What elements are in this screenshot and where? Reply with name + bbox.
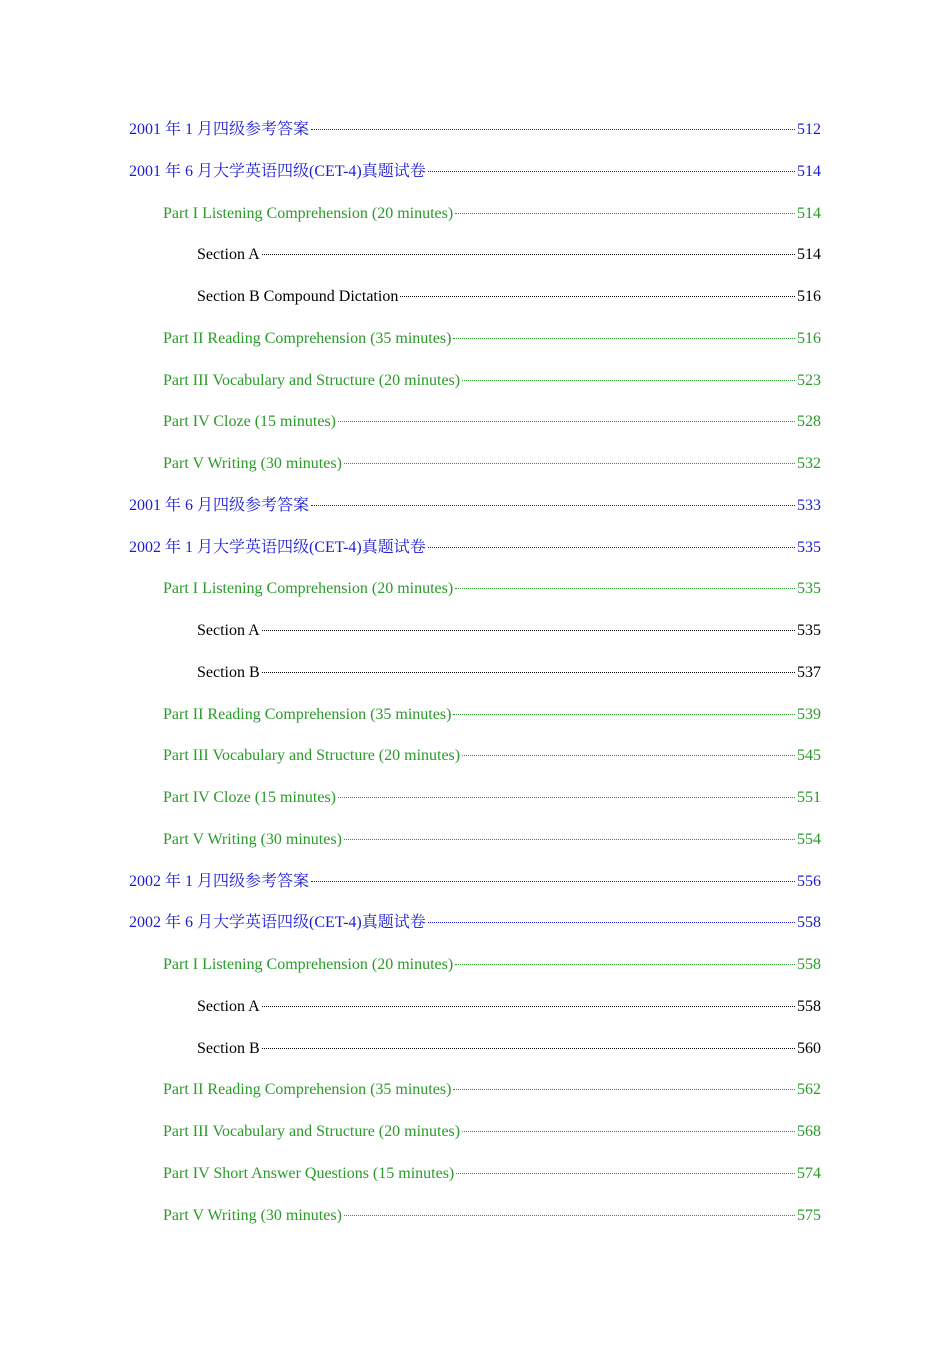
dot-leader (456, 1173, 795, 1174)
toc-entry-level-2[interactable] (163, 1080, 821, 1100)
toc-entry-level-2[interactable] (163, 454, 821, 474)
toc-entry-title: 2001 年 6 月四级参考答案 (129, 496, 310, 514)
dot-leader (428, 922, 795, 923)
toc-entry-title: Part II Reading Comprehension (35 minutes) (163, 329, 452, 347)
dot-leader (262, 1048, 795, 1049)
toc-entry-page-number: 514 (797, 246, 821, 264)
toc-entry-page-number: 574 (797, 1164, 821, 1182)
toc-entry-level-2[interactable] (163, 371, 821, 391)
toc-entry-title: Part I Listening Comprehension (20 minutes) (163, 204, 454, 222)
toc-entry-level-2[interactable] (163, 579, 821, 599)
toc-entry-title: Part IV Cloze (15 minutes) (163, 413, 337, 431)
toc-entry-title: Part V Writing (30 minutes) (163, 830, 342, 848)
toc-entry-title: Part V Writing (30 minutes) (163, 1206, 342, 1224)
toc-entry-level-3[interactable] (197, 663, 821, 683)
toc-entry-title: Part IV Short Answer Questions (15 minutes) (163, 1164, 455, 1182)
toc-entry-level-2[interactable] (163, 329, 821, 349)
toc-entry-title: 2001 年 1 月四级参考答案 (129, 121, 310, 138)
toc-entry-title: Section A (197, 246, 260, 264)
dot-leader (311, 129, 795, 130)
dot-leader (262, 630, 795, 631)
toc-entry-title: Section A (197, 622, 260, 639)
toc-entry-page-number: 551 (797, 789, 821, 806)
toc-entry-page-number: 558 (797, 914, 821, 932)
toc-entry-level-2[interactable] (163, 955, 821, 975)
toc-entry-page-number: 537 (797, 663, 821, 681)
toc-entry-title: Part III Vocabulary and Structure (20 minutes) (163, 747, 461, 765)
toc-entry-title: Section B (197, 663, 260, 681)
dot-leader (453, 1089, 795, 1090)
dot-leader (462, 1131, 795, 1132)
dot-leader (428, 547, 795, 548)
toc-entry-page-number: 514 (797, 204, 821, 222)
toc-entry-title: Section A (197, 997, 260, 1015)
toc-entry-level-1[interactable] (129, 538, 821, 558)
toc-entry-level-1[interactable] (129, 913, 821, 933)
dot-leader (400, 296, 795, 297)
toc-entry-level-2[interactable] (163, 204, 821, 224)
toc-entry-page-number: 556 (797, 872, 821, 890)
toc-entry-page-number: 554 (797, 830, 821, 848)
toc-entry-level-3[interactable] (197, 287, 821, 307)
toc-entry-page-number: 545 (797, 747, 821, 765)
toc-entry-page-number: 568 (797, 1123, 821, 1140)
toc-entry-page-number: 535 (797, 622, 821, 639)
toc-entry-title: Section B Compound Dictation (197, 288, 399, 305)
dot-leader (338, 421, 795, 422)
toc-entry-page-number: 516 (797, 329, 821, 347)
toc-entry-page-number: 528 (797, 413, 821, 431)
dot-leader (262, 1006, 795, 1007)
dot-leader (462, 755, 795, 756)
toc-entry-title: Part I Listening Comprehension (20 minutes) (163, 580, 454, 598)
toc-entry-page-number: 562 (797, 1081, 821, 1099)
toc-entry-level-3[interactable] (197, 621, 821, 641)
toc-entry-page-number: 533 (797, 496, 821, 514)
toc-entry-page-number: 516 (797, 288, 821, 305)
toc-entry-title: 2002 年 1 月四级参考答案 (129, 872, 310, 890)
toc-entry-level-2[interactable] (163, 830, 821, 850)
toc-entry-level-2[interactable] (163, 746, 821, 766)
toc-entry-page-number: 523 (797, 371, 821, 389)
toc-entry-level-2[interactable] (163, 1164, 821, 1184)
toc-entry-level-1[interactable] (129, 496, 821, 516)
toc-entry-title: 2001 年 6 月大学英语四级(CET-4)真题试卷 (129, 162, 426, 180)
toc-entry-title: Section B (197, 1039, 260, 1057)
dot-leader (462, 380, 795, 381)
toc-entry-level-1[interactable] (129, 872, 821, 892)
toc-entry-page-number: 575 (797, 1206, 821, 1224)
dot-leader (338, 797, 795, 798)
toc-entry-page-number: 558 (797, 956, 821, 973)
dot-leader (453, 714, 795, 715)
toc-entry-level-3[interactable] (197, 245, 821, 265)
dot-leader (344, 1215, 795, 1216)
toc-entry-level-2[interactable] (163, 705, 821, 725)
toc-entry-page-number: 512 (797, 121, 821, 138)
toc-entry-page-number: 535 (797, 538, 821, 556)
toc-entry-title: Part IV Cloze (15 minutes) (163, 789, 337, 806)
dot-leader (455, 213, 795, 214)
toc-entry-title: Part II Reading Comprehension (35 minutes) (163, 1081, 452, 1099)
dot-leader (262, 254, 795, 255)
toc-entry-level-1[interactable] (129, 120, 821, 140)
dot-leader (455, 964, 795, 965)
dot-leader (344, 839, 795, 840)
dot-leader (428, 171, 795, 172)
toc-entry-page-number: 532 (797, 455, 821, 472)
toc-entry-page-number: 514 (797, 162, 821, 180)
dot-leader (453, 338, 795, 339)
toc-entry-page-number: 535 (797, 580, 821, 598)
dot-leader (262, 672, 795, 673)
toc-entry-title: Part V Writing (30 minutes) (163, 455, 342, 472)
toc-entry-level-3[interactable] (197, 1039, 821, 1059)
toc-entry-title: 2002 年 6 月大学英语四级(CET-4)真题试卷 (129, 914, 426, 932)
toc-entry-title: Part III Vocabulary and Structure (20 minutes) (163, 371, 461, 389)
dot-leader (311, 505, 795, 506)
toc-entry-title: 2002 年 1 月大学英语四级(CET-4)真题试卷 (129, 538, 426, 556)
toc-entry-title: Part I Listening Comprehension (20 minutes) (163, 956, 454, 973)
toc-entry-level-1[interactable] (129, 162, 821, 182)
toc-entry-level-2[interactable] (163, 1122, 821, 1142)
toc-entry-level-2[interactable] (163, 788, 821, 808)
toc-entry-level-2[interactable] (163, 1206, 821, 1226)
toc-entry-page-number: 539 (797, 705, 821, 723)
dot-leader (455, 588, 795, 589)
toc-entry-level-2[interactable] (163, 412, 821, 432)
dot-leader (311, 881, 795, 882)
toc-entry-level-3[interactable] (197, 997, 821, 1017)
toc-entry-page-number: 558 (797, 997, 821, 1015)
dot-leader (344, 463, 795, 464)
toc-entry-title: Part II Reading Comprehension (35 minutes) (163, 705, 452, 723)
toc-entry-title: Part III Vocabulary and Structure (20 minutes) (163, 1123, 461, 1140)
toc-entry-page-number: 560 (797, 1039, 821, 1057)
